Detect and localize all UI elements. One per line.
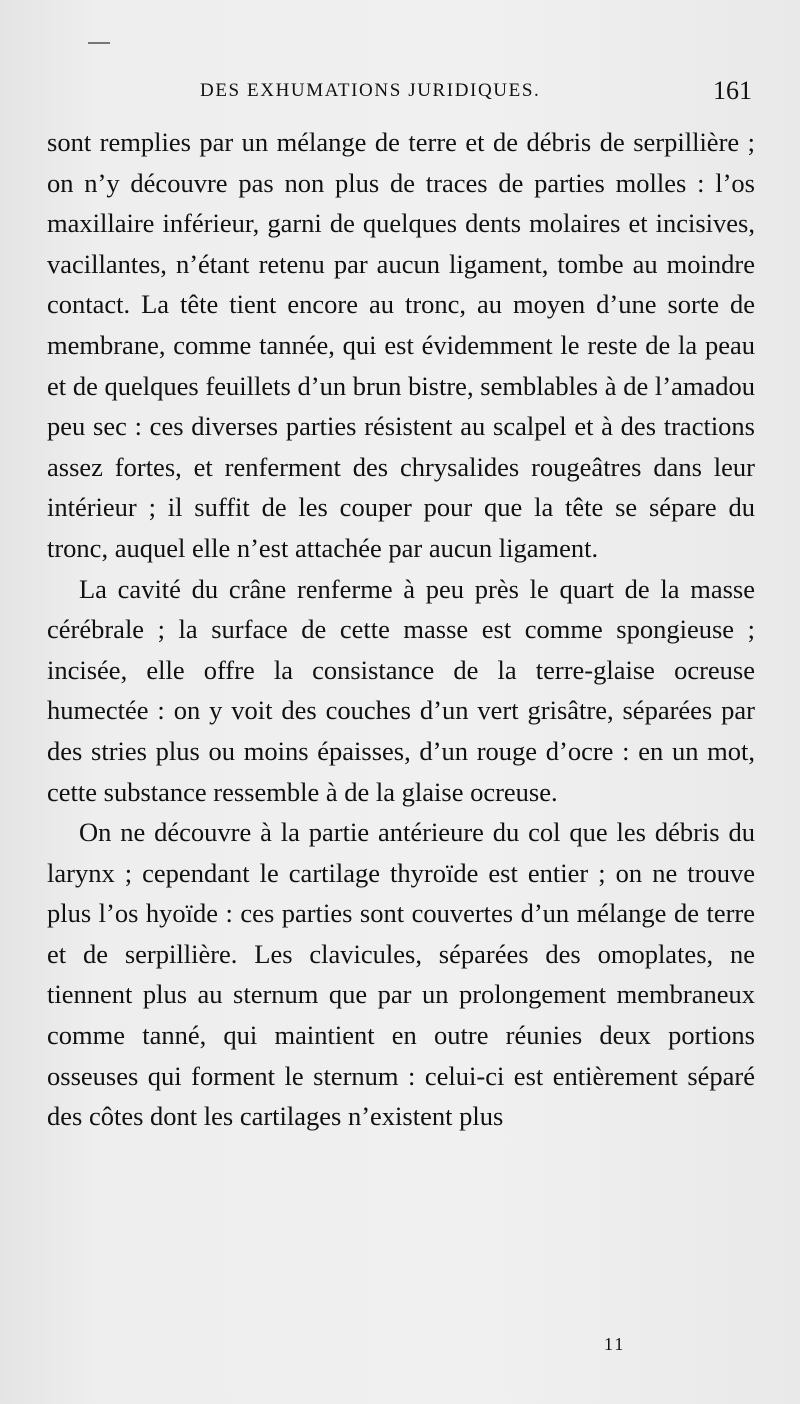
edge-mark — [88, 42, 110, 44]
paragraph-col: On ne découvre à la partie antérieure du col que les débris du larynx ; cependant le cartilage thyroïde est entier ; on ne trouve plus l’os hyoïde : ces parties sont couvertes d’un mélange de terre et de serpillière. Les clavicules, séparées des omoplates, ne tiennent plus au sternum que par un prolongement membraneux comme tanné, qui maintient en outre réunies deux portions osseuses qui forment le sternum : celui-ci est entièrement séparé des côtes dont les cartilages n’existent plus — [47, 817, 755, 1132]
paragraph-continuation: sont remplies par un mélange de terre et de débris de serpillière ; on n’y découvre pas non plus de traces de parties molles : l’os maxillaire inférieur, garni de quelques dents molaires et incisives, vacillantes, n’étant retenu par aucun ligament, tombe au moindre contact. La tête tient encore au tronc, au moyen d’une sorte de membrane, comme tannée, qui est évidemment le reste de la peau et de quelques feuillets d’un brun bistre, semblables à de l’amadou peu sec : ces diverses parties résistent au scalpel et à des tractions assez fortes, et renferment des chrysalides rougeâtres dans leur intérieur ; il suffit de les couper pour que la tête se sépare du tronc, auquel elle n’est attachée par aucun ligament. — [47, 127, 755, 563]
running-title: DES EXHUMATIONS JURIDIQUES. — [200, 80, 541, 101]
page-number: 161 — [713, 76, 752, 105]
running-head — [48, 78, 756, 110]
signature-mark: 11 — [604, 1334, 626, 1354]
body-text — [47, 122, 755, 1137]
paragraph-crane: La cavité du crâne renferme à peu près le quart de la masse cérébrale ; la surface de cette masse est comme spongieuse ; incisée, elle offre la consistance de la terre-glaise ocreuse humectée : on y voit des couches d’un vert grisâtre, séparées par des stries plus ou moins épaisses, d’un rouge d’ocre : en un mot, cette substance ressemble à de la glaise ocreuse. — [47, 573, 755, 807]
